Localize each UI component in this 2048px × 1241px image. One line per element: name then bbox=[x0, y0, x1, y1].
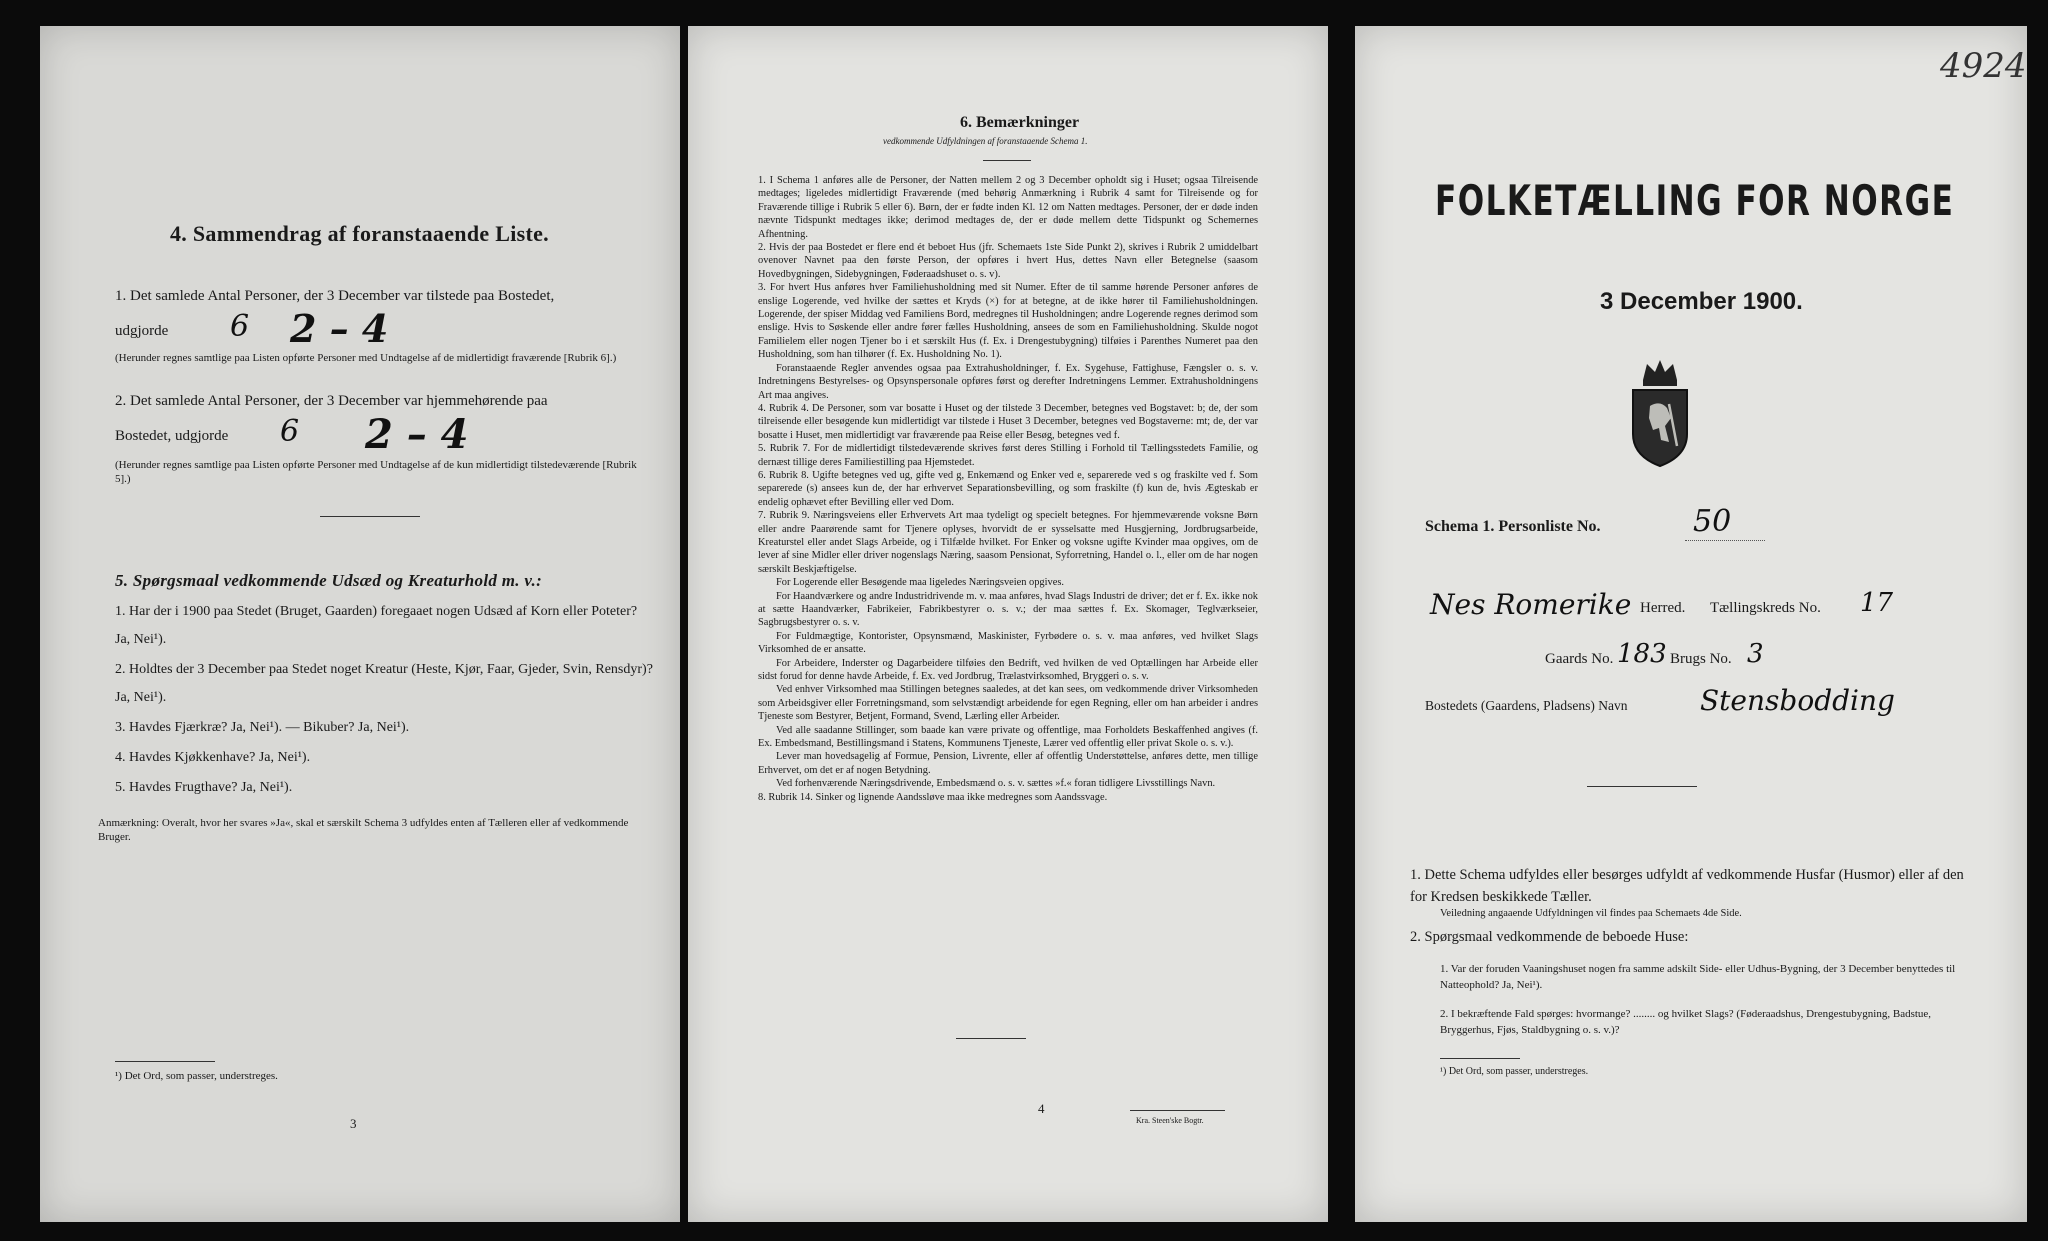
remark-7d: For Fuldmægtige, Kontorister, Opsynsmænd, Maskinister, Fyrbødere o. s. v. maa anføres, ved hvilket Slags Virksomhed de er ansatte. bbox=[758, 630, 1258, 656]
annotation-note: Anmærkning: Overalt, hvor her svares »Ja«, skal et særskilt Schema 3 udfyldes enten af Tælleren eller af vedkommende Bruger. bbox=[98, 817, 629, 843]
footnote: ¹) Det Ord, som passer, understreges. bbox=[115, 1070, 278, 1082]
end-rule bbox=[956, 1038, 1026, 1039]
page-number: 3 bbox=[350, 1116, 357, 1131]
remark-7i: Ved forhenværende Næringsdrivende, Embedsmænd o. s. v. sættes »f.« foran tidligere Livsstillings Navn. bbox=[776, 778, 1216, 790]
gaard-number: 183 bbox=[1617, 639, 1667, 669]
remark-7c: For Haandværkere og andre Industridrivende m. v. maa anføres, hvad Slags Industri de driver; det er f. Ex. ikke nok at sætte Haandværker, Fabrikeier, Fabrikbestyrer o. s. v.; der maa sættes f. Ex. Skomager, Teglværkseier, Sagbrugsbestyrer o. s. v. bbox=[758, 590, 1258, 629]
item-1-note: (Herunder regnes samtlige paa Listen opførte Personer med Undtagelse af de midlertidigt fraværende [Rubrik 6].) bbox=[115, 352, 617, 364]
question-5: 5. Havdes Frugthave? Ja, Nei¹). bbox=[115, 780, 293, 795]
question-1: 1. Har der i 1900 paa Stedet (Bruget, Gaarden) foregaaet nogen Udsæd af Korn eller Poteter? Ja, Nei¹). bbox=[115, 604, 638, 647]
remark-6: 6. Rubrik 8. Ugifte betegnes ved ug, gifte ved g, Enkemænd og Enker ved e, separerede ved s og fraskilte ved f. Som separerede (s) ansees kun de, der har erhvervet Separationsbevilling, og som fraskilte (f) kun de, hvis Ægteskab er endelig ophævet efter Bevilling eller ved Dom. bbox=[758, 469, 1258, 508]
coat-of-arms-icon bbox=[1625, 356, 1695, 468]
summary-heading: 4. Sammendrag af foranstaaende Liste. bbox=[170, 221, 549, 246]
remark-7h: Lever man hovedsagelig af Formue, Pension, Livrente, eller af offentlig Understøttelse, anføres dette, men tillige Erhvervet, om det er af nogen Betydning. bbox=[758, 751, 1258, 776]
item-2-handwritten-count: 6 bbox=[280, 414, 300, 449]
divider bbox=[1587, 786, 1697, 787]
printer-mark: Kra. Steen'ske Bogtr. bbox=[1136, 1116, 1204, 1125]
remark-8: 8. Rubrik 14. Sinker og lignende Aandssløve maa ikke medregnes som Aandssvage. bbox=[758, 791, 1108, 803]
schema-label: Schema 1. Personliste No. bbox=[1425, 518, 1601, 535]
printer-rule bbox=[1130, 1110, 1225, 1111]
archive-number: 4924 bbox=[1940, 46, 2027, 86]
remark-7: 7. Rubrik 9. Næringsveiens eller Erhvervets Art maa tydeligt og specielt betegnes. For hjemmeværende voksne Børn eller andre Paarørende samt for Tjenere oplyses, hvorvidt de er sysselsatte med Husgjerning, Jordbrugsarbeide, Kreaturstel eller andet Slags Arbeide, og i Tilfælde hvilket. For Enker og voksne ugifte Kvinder maa opgives, om de lever af sine Midler eller driver nogenslags Næring, saasom Pensionat, Syforretning, Handel o. l., eller om de har nogen særskilt Beskjæftigelse. bbox=[758, 510, 1258, 575]
remark-3: 3. For hvert Hus anføres hver Familiehusholdning med sit Numer. Efter de til samme hørende Personer anføres de enslige Logerende, ved hvilke der sættes et Kryds (×) for at betegne, at de ikke hører til Familiehusholdningen. Logerende, der spiser Middag ved Familiens Bord, medregnes til Husholdningen; andre Logerende regnes derimod som enslige. Hvis to Søskende eller andre fører fælles Husholdning, ansees de som en Familiehusholdning. Skulde nogot Familielem eller nogen Tjener bo i et særskilt Hus (f. Ex. i Drengestubygning) tilføies i Parenthes Numeret paa den Husholdning, som han tilhører (f. Ex. Husholdning No. 1). bbox=[758, 282, 1258, 361]
remark-7b: For Logerende eller Besøgende maa ligeledes Næringsveien opgives. bbox=[776, 577, 1064, 589]
herred-name: Nes Romerike bbox=[1430, 588, 1632, 621]
gaard-label: Gaards No. bbox=[1545, 651, 1614, 667]
divider bbox=[320, 516, 420, 517]
footnote: ¹) Det Ord, som passer, understreges. bbox=[1440, 1066, 1589, 1077]
page-number: 4 bbox=[1038, 1101, 1045, 1116]
footnote-rule bbox=[1440, 1058, 1520, 1059]
main-title: FOLKETÆLLING FOR NORGE bbox=[1435, 176, 1955, 225]
instruction-2-q2: 2. I bekræftende Fald spørges: hvormange? ........ og hvilket Slags? (Føderaadshus, Drengestubygning, Badstue, Bryggerhus, Fjøs, Staldbygning o. s. v.)? bbox=[1440, 1008, 1932, 1036]
instruction-1: 1. Dette Schema udfyldes eller besørges udfyldt af vedkommende Husfar (Husmor) eller af den for Kredsen beskikkede Tæller. bbox=[1410, 867, 1964, 905]
footnote-rule bbox=[115, 1061, 215, 1062]
item-2-note: (Herunder regnes samtlige paa Listen opførte Personer med Undtagelse af de kun midlertidigt tilstedeværende [Rubrik 5].) bbox=[115, 459, 637, 485]
questions-heading: 5. Spørgsmaal vedkommende Udsæd og Kreaturhold m. v.: bbox=[115, 571, 543, 590]
page-1 bbox=[1355, 26, 2027, 1222]
krets-label: Tællingskreds No. bbox=[1710, 600, 1821, 616]
divider bbox=[983, 160, 1031, 161]
remarks-subheading: vedkommende Udfyldningen af foranstaaende Schema 1. bbox=[883, 136, 1088, 146]
item-1-label: udgjorde bbox=[115, 323, 169, 339]
brug-number: 3 bbox=[1747, 639, 1764, 669]
item-2-handwritten-range: 2 – 4 bbox=[365, 411, 469, 458]
remark-4: 4. Rubrik 4. De Personer, som var bosatte i Huset og der tilstede 3 December, betegnes ved Bogstavet: b; de, der som tilreisende eller besøgende kun midlertidigt var tilstede i Huset 3 December, betegnes ved Bogstaverne: mt; de, der var bosatte i Huset, men midlertidigt var fraværende paa Reise eller Besøg, betegnes ved f. bbox=[758, 402, 1258, 441]
instruction-2: 2. Spørgsmaal vedkommende de beboede Huse: bbox=[1410, 929, 1689, 945]
schema-number-field bbox=[1685, 540, 1765, 541]
remark-7g: Ved alle saadanne Stillinger, som baade kan være private og offentlige, maa Forholdets Beskaffenhed angives (f. Ex. Embedsmand, Bestillingsmand i Statens, Kommunens Tjeneste, Lærer ved offentlig eller privat Skole o. s. v.). bbox=[758, 724, 1258, 750]
schema-number: 50 bbox=[1693, 504, 1732, 539]
krets-number: 17 bbox=[1860, 588, 1894, 618]
remark-7e: For Arbeidere, Inderster og Dagarbeidere tilføies den Bedrift, ved hvilken de ved Optællingen har Arbeide eller sidst forud for denne havde Arbeide, f. Ex. ved Jordbrug, Trælastvirksomhed, Bryggeri o. s. v. bbox=[758, 657, 1258, 683]
page-4 bbox=[688, 26, 1328, 1222]
remarks-body bbox=[758, 174, 1258, 804]
item-1-text: 1. Det samlede Antal Personer, der 3 December var tilstede paa Bostedet, bbox=[115, 288, 555, 304]
instruction-2-q1: 1. Var der foruden Vaaningshuset nogen fra samme adskilt Side- eller Udhus-Bygning, der 3 December benyttedes til Natteophold? Ja, Nei¹). bbox=[1440, 963, 1956, 991]
remark-1: 1. I Schema 1 anføres alle de Personer, der Natten mellem 2 og 3 December opholdt sig i Huset; ogsaa Tilreisende medtages; ligeledes midlertidigt Fraværende (med behørig Anmærkning i Rubrik 4 samt for Tilreisende og for Fraværende tillige i Rubrik 5 eller 6). Børn, der er fødte inden Kl. 12 om Natten medtages. Personer, der er døde inden nævnte Tidspunkt medtages ikke; derimod medtages de, der er døde mellem dette Tidspunkt og Schemernes Afhentning. bbox=[758, 175, 1258, 240]
remark-2: 2. Hvis der paa Bostedet er flere end ét beboet Hus (jfr. Schemaets 1ste Side Punkt 2), skrives i Rubrik 2 umiddelbart ovenover Navnet paa den første Person, der opføres i hvert Hus, dettes Navn eller Betegnelse (saasom Hovedbygningen, Sidebygningen, Føderaadshuset o. s. v). bbox=[758, 242, 1258, 280]
brug-label: Brugs No. bbox=[1670, 651, 1732, 667]
herred-label: Herred. bbox=[1640, 600, 1686, 616]
bosted-name: Stensbodding bbox=[1700, 684, 1895, 717]
remark-5: 5. Rubrik 7. For de midlertidigt tilstedeværende skrives først deres Stilling i Forhold til Tællingsstedets Familie, og dernæst tillige deres Familiestilling paa Hjemstedet. bbox=[758, 443, 1258, 468]
census-date: 3 December 1900. bbox=[1600, 288, 1803, 315]
remark-7f: Ved enhver Virksomhed maa Stillingen betegnes saaledes, at det kan sees, om vedkommende driver Virksomheden som Arbeidsgiver eller Forretningsmand, som selvstændigt arbeidende for egen Regning, eller om han arbeider i andres Tjeneste som Bestyrer, Betjent, Formand, Svend, Lærling eller Arbeider. bbox=[758, 684, 1258, 723]
question-3: 3. Havdes Fjærkræ? Ja, Nei¹). — Bikuber? Ja, Nei¹). bbox=[115, 720, 410, 735]
instruction-1-sub: Veiledning angaaende Udfyldningen vil findes paa Schemaets 4de Side. bbox=[1440, 908, 1742, 919]
item-1-handwritten-count: 6 bbox=[230, 309, 250, 344]
bosted-label: Bostedets (Gaardens, Pladsens) Navn bbox=[1425, 698, 1628, 713]
remark-3b: Foranstaaende Regler anvendes ogsaa paa Extrahusholdninger, f. Ex. Sygehuse, Fattighuse, Fængsler o. s. v. Indretningens Bestyrelses- og Opsynspersonale opføres først og derefter Indretningens Lemmer. Extrahusholdningens Art maa angives. bbox=[758, 362, 1258, 401]
remarks-heading: 6. Bemærkninger bbox=[960, 114, 1080, 131]
page-3 bbox=[40, 26, 680, 1222]
item-1-handwritten-range: 2 – 4 bbox=[290, 306, 389, 351]
item-2-text: 2. Det samlede Antal Personer, der 3 December var hjemmehørende paa bbox=[115, 393, 548, 409]
question-2: 2. Holdtes der 3 December paa Stedet noget Kreatur (Heste, Kjør, Faar, Gjeder, Svin, Rensdyr)? Ja, Nei¹). bbox=[115, 662, 653, 705]
item-2-label: Bostedet, udgjorde bbox=[115, 428, 229, 444]
question-4: 4. Havdes Kjøkkenhave? Ja, Nei¹). bbox=[115, 750, 311, 765]
